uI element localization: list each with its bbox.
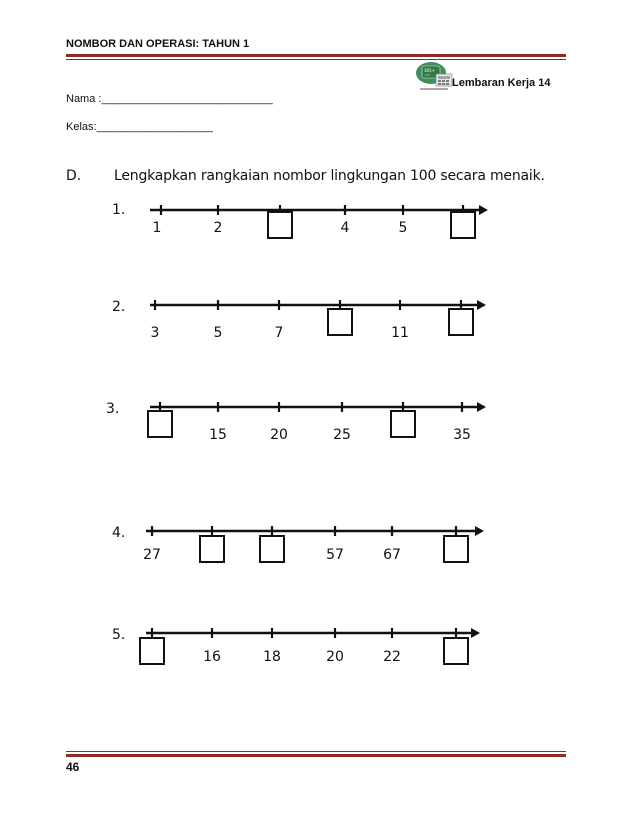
number-label: 25: [333, 427, 351, 443]
number-label: 20: [326, 649, 344, 665]
number-label: 1: [152, 220, 162, 236]
name-field[interactable]: Nama :____________________________: [66, 93, 273, 105]
answer-box[interactable]: [444, 638, 468, 664]
number-label: 15: [209, 427, 227, 443]
number-label: 20: [270, 427, 288, 443]
answer-box[interactable]: [148, 411, 172, 437]
worksheet-label: Lembaran Kerja 14: [452, 77, 551, 89]
number-label: 35: [453, 427, 471, 443]
number-label: 3: [150, 325, 160, 341]
arrowhead-icon: [471, 628, 480, 638]
number-label: 22: [383, 649, 401, 665]
problem-label: 3.: [106, 401, 120, 417]
number-label: 11: [391, 325, 409, 341]
number-label: 67: [383, 547, 401, 563]
section-instruction: Lengkapkan rangkaian nombor lingkungan 100 secara menaik.: [114, 168, 545, 184]
answer-box[interactable]: [444, 536, 468, 562]
number-line-5: [112, 627, 480, 665]
number-line-4: [112, 525, 484, 563]
number-line-2: [112, 299, 486, 341]
section-letter: D.: [66, 168, 82, 184]
number-label: 4: [340, 220, 350, 236]
problem-label: 5.: [112, 627, 126, 643]
number-line-1: [112, 202, 488, 238]
arrowhead-icon: [479, 205, 488, 215]
worksheet-header-title: NOMBOR DAN OPERASI: TAHUN 1: [66, 38, 250, 50]
footer-divider-thin: [66, 751, 566, 752]
answer-box[interactable]: [328, 309, 352, 335]
number-line-3: [106, 401, 486, 443]
answer-box[interactable]: [200, 536, 224, 562]
svg-text:==: ==: [425, 73, 431, 77]
number-label: 2: [213, 220, 223, 236]
class-field[interactable]: Kelas:___________________: [66, 121, 213, 133]
number-label: 5: [398, 220, 408, 236]
answer-box[interactable]: [451, 212, 475, 238]
number-label: 57: [326, 547, 344, 563]
number-label: 18: [263, 649, 281, 665]
number-label: 5: [213, 325, 223, 341]
number-label: 7: [274, 325, 284, 341]
page-number: 46: [66, 760, 80, 774]
problem-label: 2.: [112, 299, 126, 315]
footer-divider: [66, 754, 566, 757]
problem-label: 1.: [112, 202, 126, 218]
answer-box[interactable]: [140, 638, 164, 664]
number-label: 16: [203, 649, 221, 665]
arrowhead-icon: [477, 402, 486, 412]
answer-box[interactable]: [449, 309, 473, 335]
answer-box[interactable]: [391, 411, 415, 437]
answer-box[interactable]: [260, 536, 284, 562]
number-label: 27: [143, 547, 161, 563]
answer-box[interactable]: [268, 212, 292, 238]
problem-label: 4.: [112, 525, 126, 541]
arrowhead-icon: [477, 300, 486, 310]
arrowhead-icon: [475, 526, 484, 536]
svg-text:305+: 305+: [424, 68, 435, 73]
